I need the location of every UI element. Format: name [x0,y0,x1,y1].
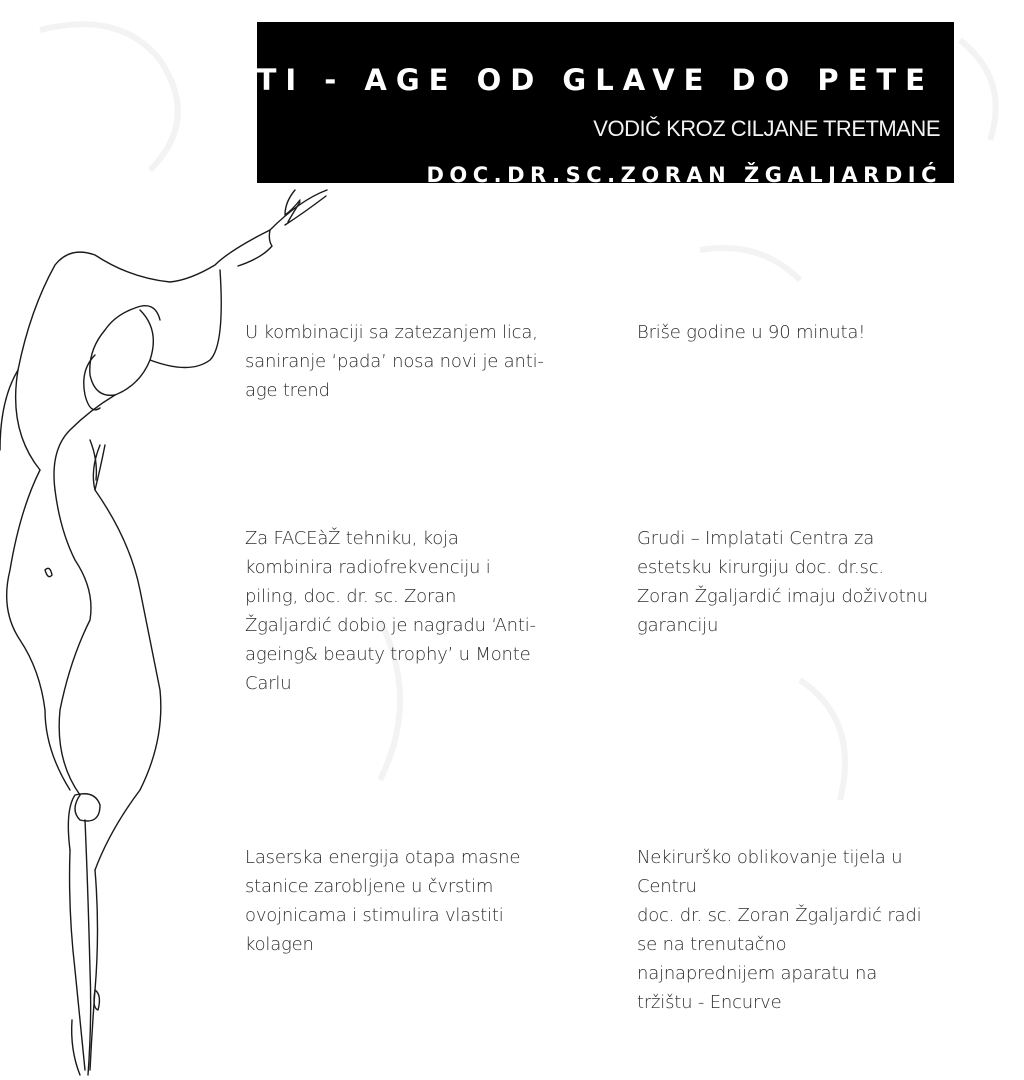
author-name: DOC.DR.SC.ZORAN ŽGALJARDIĆ [426,163,942,187]
text-block-body-contouring: Nekirurško oblikovanje tijela u Centru doc. dr. sc. Zoran Žgaljardić radi se na trenutačno najnaprednijem aparatu na tržištu - Encurve [637,847,922,1013]
text-block-face-technique: Za FACEàŽ tehniku, koja kombinira radiofrekvenciju i piling, doc. dr. sc. Zoran Žgaljardić dobio je nagradu ‘Anti- ageing& beauty trophy’ u Monte Carlu [245,528,536,694]
text-block-nose: U kombinaciji sa zatezanjem lica, saniranje ‘pada’ nosa novi je anti- age trend [245,322,544,401]
page-title: ANTI - AGE OD GLAVE DO PETE [191,63,934,97]
text-block-laser-energy: Laserska energija otapa masne stanice zarobljene u čvrstim ovojnicama i stimulira vlastiti kolagen [245,847,521,955]
text-block-90-minutes: Briše godine u 90 minuta! [637,322,866,343]
page-subtitle: VODIČ KROZ CILJANE TRETMANE [593,116,940,141]
text-block-breast-implants: Grudi – Implatati Centra za estetsku kirurgiju doc. dr.sc. Zoran Žgaljardić imaju doživotnu garanciju [637,528,928,636]
header-banner [191,22,954,187]
